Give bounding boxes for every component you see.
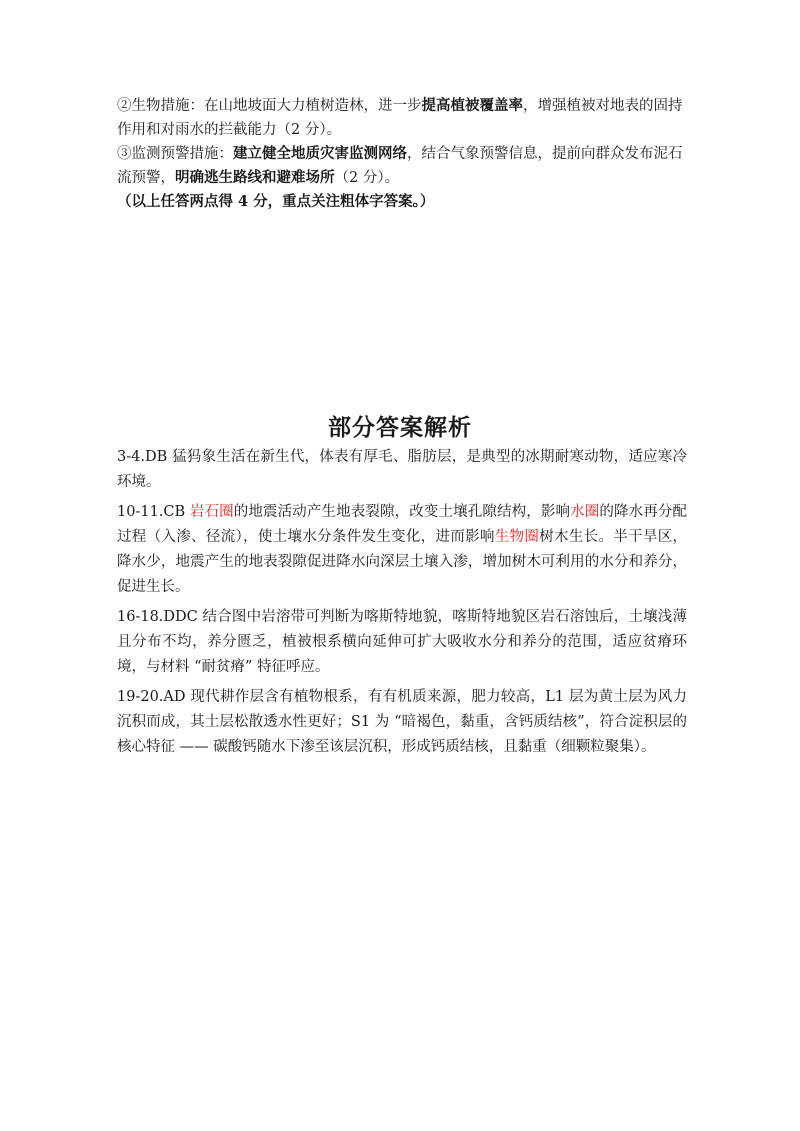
scoring-note: （以上任答两点得 4 分，重点关注粗体字答案。） xyxy=(117,193,435,210)
answer-analysis xyxy=(117,445,687,765)
text: ③监测预警措施： xyxy=(117,146,233,162)
bold-answer: 建立健全地质灾害监测网络 xyxy=(233,145,407,162)
text: 的地震活动产生地表裂隙，改变土壤孔隙结构，影响 xyxy=(233,504,571,520)
highlight-biosphere: 生物圈 xyxy=(494,529,540,545)
answer-19-20: 19-20.AD 现代耕作层含有植物根系，有有机质来源，肥力较高，L1 层为黄土层为风力沉积而成，其土层松散透水性更好；S1 为 “暗褐色，黏重，含钙质结核”，符合淀积层的核心特征 —— 碳酸钙随水下渗至该层沉积，形成钙质结核，且黏重（细颗粒聚集）。 xyxy=(117,689,687,755)
bold-answer: 明确逃生路线和避难场所 xyxy=(175,169,335,186)
answer-16-18: 16-18.DDC 结合图中岩溶带可判断为喀斯特地貌，喀斯特地貌区岩石溶蚀后，土壤浅薄且分布不均，养分匮乏，植被根系横向延伸可扩大吸收水分和养分的范围，适应贫瘠环境，与材料 “耐贫瘠” 特征呼应。 xyxy=(117,609,687,675)
text: （2 分）。 xyxy=(334,170,400,186)
monitoring-measure xyxy=(117,142,687,190)
text: ，结合气象预警信息，提前向群众发布泥石流预警， xyxy=(117,146,683,186)
answer-3-4: 3-4.DB 猛犸象生活在新生代，体表有厚毛、脂肪层，是典型的冰期耐寒动物，适应寒冷环境。 xyxy=(117,449,687,490)
measures-section xyxy=(117,94,687,214)
text: ，增强植被对地表的固持作用和对雨水的拦截能力（2 分）。 xyxy=(117,98,683,138)
text: 的降水再分配过程（入渗、径流），使土壤水分条件发生变化，进而影响 xyxy=(117,504,688,545)
text: ②生物措施：在山地坡面大力植树造林，进一步 xyxy=(117,98,422,114)
bold-answer: 提高植被覆盖率 xyxy=(421,97,523,114)
section-title: 部分答案解析 xyxy=(328,415,472,441)
biological-measure xyxy=(117,94,687,142)
text: 10-11.CB xyxy=(117,504,190,520)
highlight-hydrosphere: 水圈 xyxy=(570,504,600,520)
text: 树木生长。半干旱区，降水少，地震产生的地表裂隙促进降水向深层土壤入渗，增加树木可利用的水分和养分，促进生长。 xyxy=(117,529,688,595)
highlight-lithosphere: 岩石圈 xyxy=(189,504,234,520)
answer-10-11 xyxy=(117,500,687,600)
